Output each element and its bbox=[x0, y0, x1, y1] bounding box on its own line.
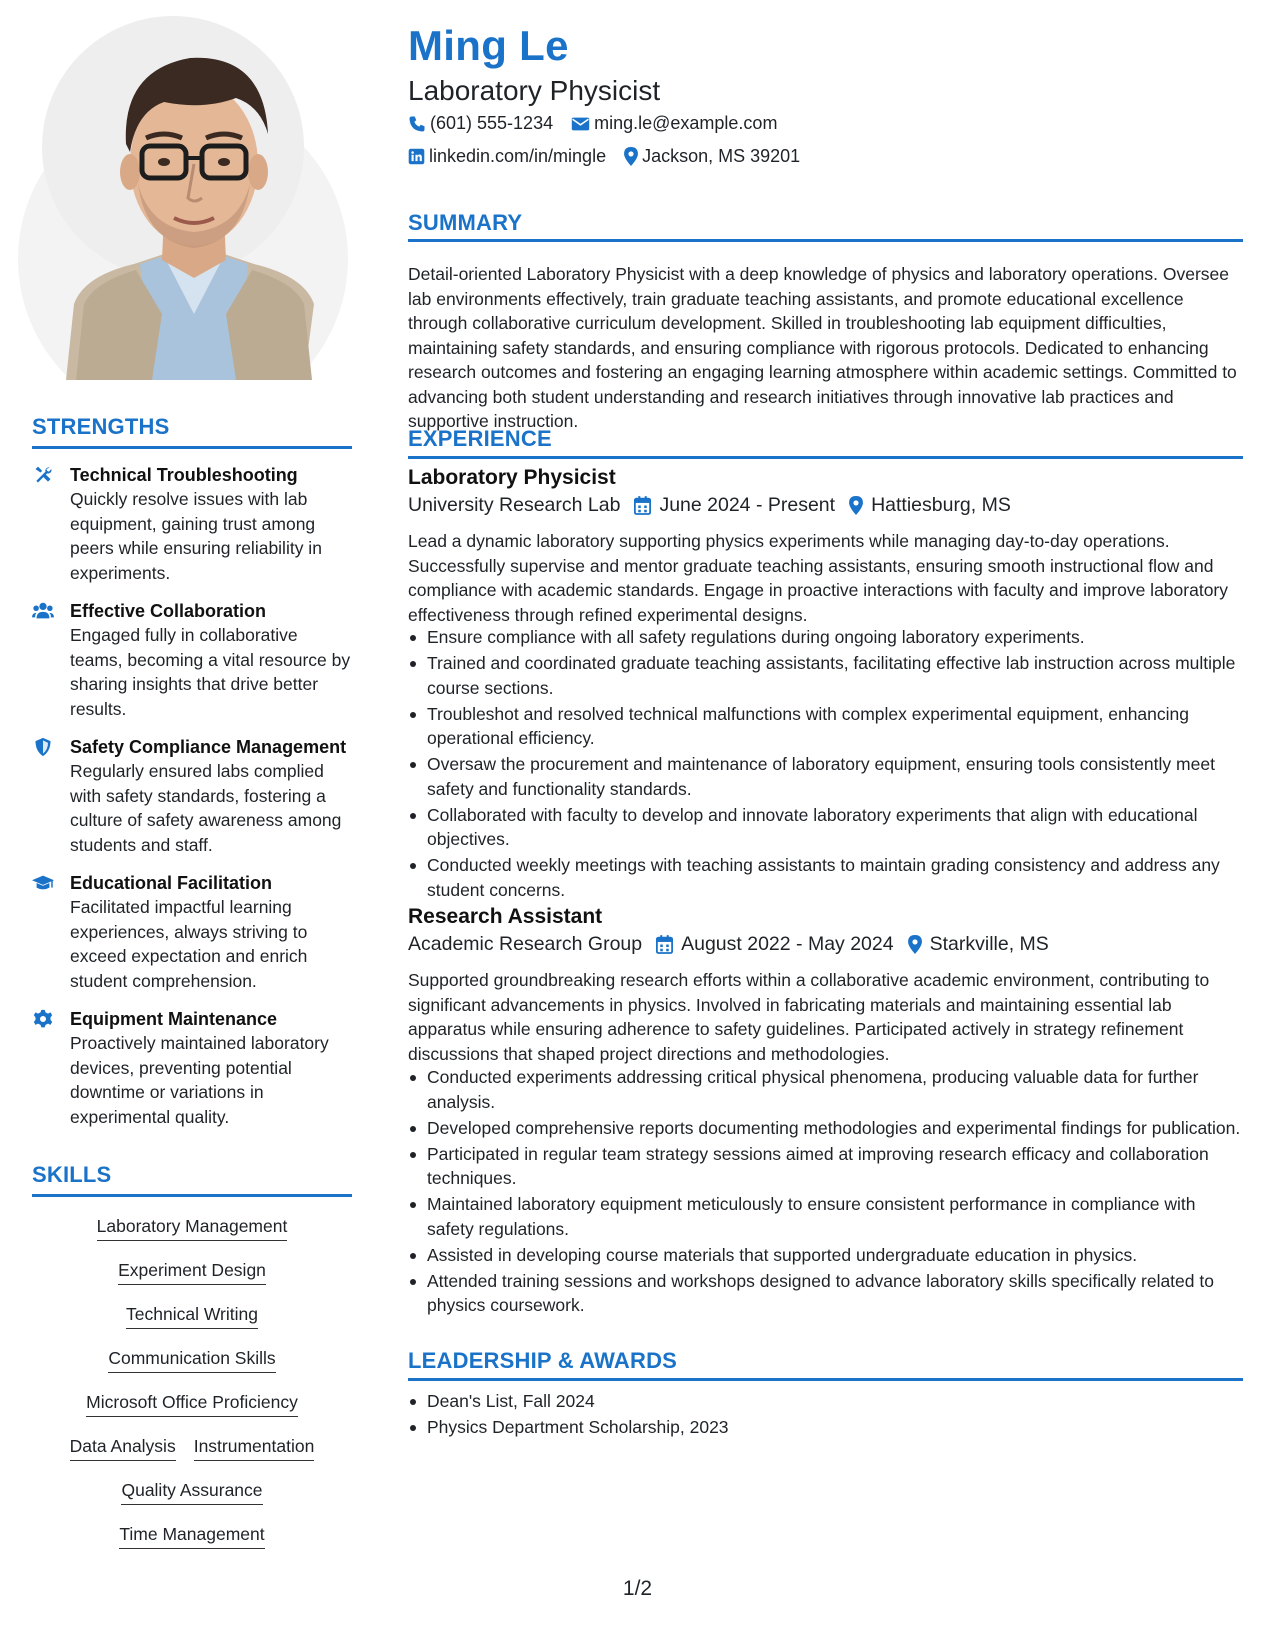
skills-section bbox=[32, 1162, 352, 1549]
strength-description: Proactively maintained laboratory devices, preventing potential downtime or variations in experimental quality. bbox=[70, 1033, 329, 1127]
linkedin-url[interactable]: linkedin.com/in/mingle bbox=[429, 146, 607, 166]
skill-tag: Laboratory Management bbox=[97, 1215, 288, 1241]
strength-title: Effective Collaboration bbox=[70, 601, 267, 621]
calendar-icon bbox=[634, 496, 651, 515]
strength-description: Engaged fully in collaborative teams, becoming a vital resource by sharing insights that drive better results. bbox=[70, 625, 351, 719]
list-item: Attended training sessions and workshops designed to advance laboratory skills specifically related to physics coursework. bbox=[408, 1269, 1243, 1318]
awards-list bbox=[408, 1389, 1243, 1441]
strength-title: Educational Facilitation bbox=[70, 873, 273, 893]
profile-photo bbox=[14, 14, 374, 380]
company-name: Academic Research Group bbox=[408, 933, 643, 955]
leadership-heading: LEADERSHIP & AWARDS bbox=[408, 1348, 678, 1373]
strength-item bbox=[32, 735, 352, 857]
skill-tag: Communication Skills bbox=[108, 1347, 275, 1373]
linkedin-icon bbox=[408, 148, 425, 165]
strength-item bbox=[32, 871, 352, 993]
strength-description: Facilitated impactful learning experiences, always striving to exceed expectation and enrich student comprehension. bbox=[70, 897, 308, 991]
list-item: Conducted weekly meetings with teaching assistants to maintain grading consistency and address any student concerns. bbox=[408, 853, 1243, 902]
email-icon bbox=[571, 116, 590, 132]
strength-item bbox=[32, 463, 352, 585]
job-bullets bbox=[408, 1065, 1243, 1319]
job-meta bbox=[408, 494, 1011, 517]
skill-tag: Microsoft Office Proficiency bbox=[86, 1391, 298, 1417]
leadership-divider bbox=[408, 1378, 1243, 1381]
experience-divider bbox=[408, 456, 1243, 459]
list-item: Participated in regular team strategy sessions aimed at improving research efficacy and collaboration techniques. bbox=[408, 1142, 1243, 1191]
contact-row-2 bbox=[408, 146, 800, 167]
skill-tag: Time Management bbox=[119, 1523, 264, 1549]
list-item: Collaborated with faculty to develop and innovate laboratory experiments that align with educational objectives. bbox=[408, 803, 1243, 852]
strength-title: Technical Troubleshooting bbox=[70, 465, 298, 485]
job-location: Hattiesburg, MS bbox=[871, 494, 1011, 516]
list-item: Maintained laboratory equipment meticulously to ensure consistent performance in compliance with safety regulations. bbox=[408, 1192, 1243, 1241]
list-item: Trained and coordinated graduate teaching assistants, facilitating effective lab instruction across multiple course sections. bbox=[408, 651, 1243, 700]
job-title-header: Laboratory Physicist bbox=[408, 75, 661, 106]
strength-item bbox=[32, 599, 352, 721]
strengths-heading: STRENGTHS bbox=[32, 414, 170, 439]
summary-divider bbox=[408, 239, 1243, 242]
home-location: Jackson, MS 39201 bbox=[642, 146, 801, 166]
list-item: Conducted experiments addressing critical physical phenomena, producing valuable data for further analysis. bbox=[408, 1065, 1243, 1114]
skills-divider bbox=[32, 1194, 352, 1197]
gear-icon bbox=[32, 1009, 54, 1029]
summary-heading: SUMMARY bbox=[408, 210, 523, 235]
skill-tag: Experiment Design bbox=[118, 1259, 266, 1285]
phone-icon bbox=[408, 115, 426, 133]
experience-heading: EXPERIENCE bbox=[408, 426, 552, 451]
list-item: Dean's List, Fall 2024 bbox=[408, 1389, 1243, 1414]
skills-heading: SKILLS bbox=[32, 1162, 112, 1187]
location-pin-icon bbox=[908, 935, 922, 954]
list-item: Troubleshot and resolved technical malfunctions with complex experimental equipment, enhancing operational efficiency. bbox=[408, 702, 1243, 751]
job-dates: August 2022 - May 2024 bbox=[681, 933, 894, 955]
list-item: Physics Department Scholarship, 2023 bbox=[408, 1415, 1243, 1440]
job-meta bbox=[408, 933, 1049, 956]
shield-icon bbox=[32, 737, 54, 757]
list-item: Developed comprehensive reports documenting methodologies and experimental findings for publication. bbox=[408, 1116, 1243, 1141]
portrait-illustration bbox=[14, 14, 374, 380]
company-name: University Research Lab bbox=[408, 494, 621, 516]
job-location: Starkville, MS bbox=[929, 933, 1049, 955]
strength-title: Equipment Maintenance bbox=[70, 1009, 278, 1029]
job-position-title: Laboratory Physicist bbox=[408, 466, 616, 489]
graduation-cap-icon bbox=[32, 873, 54, 893]
skill-tag: Technical Writing bbox=[126, 1303, 258, 1329]
strengths-divider bbox=[32, 446, 352, 449]
list-item: Oversaw the procurement and maintenance of laboratory equipment, ensuring tools consistently meet safety and functionality standards. bbox=[408, 752, 1243, 801]
job-dates: June 2024 - Present bbox=[659, 494, 836, 516]
calendar-icon bbox=[656, 935, 673, 954]
list-item: Ensure compliance with all safety regulations during ongoing laboratory experiments. bbox=[408, 625, 1243, 650]
users-icon bbox=[32, 601, 54, 621]
strength-title: Safety Compliance Management bbox=[70, 737, 347, 757]
contact-row-1 bbox=[408, 113, 777, 134]
skill-tag: Data Analysis bbox=[70, 1435, 176, 1461]
job-description: Supported groundbreaking research efforts within a collaborative academic environment, contributing to significant advancements in physics. Involved in fabricating materials and maintaining essential lab apparatus while ensuring adherence to safety guidelines. Participated actively in strategy refinement discussions that shaped project directions and methodologies. bbox=[408, 970, 1210, 1064]
tools-icon bbox=[32, 465, 54, 485]
job-position-title: Research Assistant bbox=[408, 905, 603, 928]
skill-tag: Quality Assurance bbox=[121, 1479, 262, 1505]
skill-tag: Instrumentation bbox=[194, 1435, 315, 1461]
strength-description: Quickly resolve issues with lab equipment, gaining trust among peers while ensuring reliability in experiments. bbox=[70, 489, 322, 583]
strength-item bbox=[32, 1007, 352, 1129]
job-description: Lead a dynamic laboratory supporting physics experiments while managing day-to-day operations. Successfully supervise and mentor graduate teaching assistants, ensuring smooth instructional flow and compliance with academic standards. Engage in proactive interactions with faculty and improve laboratory effectiveness through refined experimental designs. bbox=[408, 531, 1229, 625]
summary-text: Detail-oriented Laboratory Physicist with a deep knowledge of physics and laboratory operations. Oversee lab environments effectively, train graduate teaching assistants, and promote educational excellence through collaborative curriculum development. Skilled in troubleshooting lab equipment difficulties, maintaining safety standards, and ensuring compliance with rigorous protocols. Dedicated to enhancing research outcomes and fostering an engaging learning atmosphere within academic settings. Committed to advancing both student understanding and research initiatives through innovative lab practices and supportive instruction. bbox=[408, 264, 1237, 431]
candidate-name: Ming Le bbox=[408, 22, 569, 69]
job-bullets bbox=[408, 625, 1243, 904]
strengths-section bbox=[32, 414, 352, 1129]
location-pin-icon bbox=[624, 147, 638, 166]
page-number: 1/2 bbox=[622, 1577, 653, 1600]
email-address[interactable]: ming.le@example.com bbox=[594, 113, 778, 133]
phone-number[interactable]: (601) 555-1234 bbox=[430, 113, 554, 133]
left-column bbox=[0, 0, 370, 1650]
list-item: Assisted in developing course materials that supported undergraduate education in physics. bbox=[408, 1243, 1243, 1268]
strength-description: Regularly ensured labs complied with safety standards, fostering a culture of safety awareness among students and staff. bbox=[70, 761, 342, 855]
location-pin-icon bbox=[849, 496, 863, 515]
